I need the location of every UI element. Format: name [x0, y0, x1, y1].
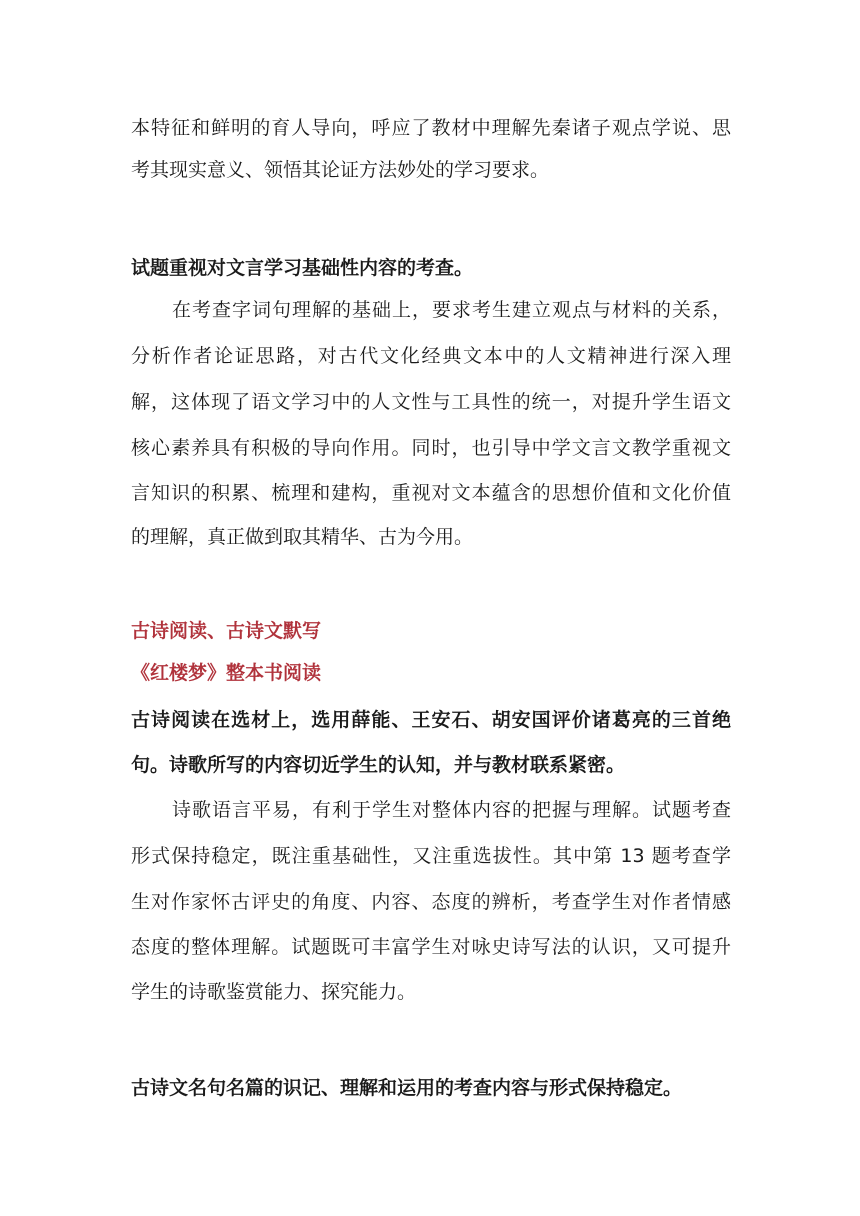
body-text-line: 诗歌语言平易，有利于学生对整体内容的把握与理解。试题考查: [172, 799, 731, 821]
body-text-line: 言知识的积累、梳理和建构，重视对文本蕴含的思想价值和文化价值: [131, 482, 731, 504]
body-text-line: 态度的整体理解。试题既可丰富学生对咏史诗写法的认识，又可提升: [131, 936, 731, 958]
section-heading: 古诗阅读、古诗文默写: [131, 620, 322, 642]
body-text-line: 核心素养具有积极的导向作用。同时，也引导中学文言文教学重视文: [131, 437, 731, 459]
body-text-line: 形式保持稳定，既注重基础性，又注重选拔性。其中第 13 题考查学: [131, 845, 731, 867]
section-heading: 《红楼梦》整本书阅读: [131, 662, 322, 684]
body-text-line: 解，这体现了语文学习中的人文性与工具性的统一，对提升学生语文: [131, 391, 731, 413]
paragraph-heading: 古诗阅读在选材上，选用薛能、王安石、胡安国评价诸葛亮的三首绝: [131, 709, 731, 731]
body-text-line: 考其现实意义、领悟其论证方法妙处的学习要求。: [131, 159, 550, 181]
body-text-line: 学生的诗歌鉴赏能力、探究能力。: [131, 981, 417, 1003]
body-text-line: 分析作者论证思路，对古代文化经典文本中的人文精神进行深入理: [131, 345, 731, 367]
body-text-line: 生对作家怀古评史的角度、内容、态度的辨析，考查学生对作者情感: [131, 891, 731, 913]
body-text-line: 本特征和鲜明的育人导向，呼应了教材中理解先秦诸子观点学说、思: [131, 117, 731, 139]
body-text-line: 在考查字词句理解的基础上，要求考生建立观点与材料的关系，: [172, 299, 731, 321]
paragraph-heading: 句。诗歌所写的内容切近学生的认知，并与教材联系紧密。: [131, 754, 626, 776]
paragraph-heading: 古诗文名句名篇的识记、理解和运用的考查内容与形式保持稳定。: [131, 1077, 683, 1099]
body-text-line: 的理解，真正做到取其精华、古为今用。: [131, 526, 474, 548]
paragraph-heading: 试题重视对文言学习基础性内容的考查。: [131, 257, 474, 279]
